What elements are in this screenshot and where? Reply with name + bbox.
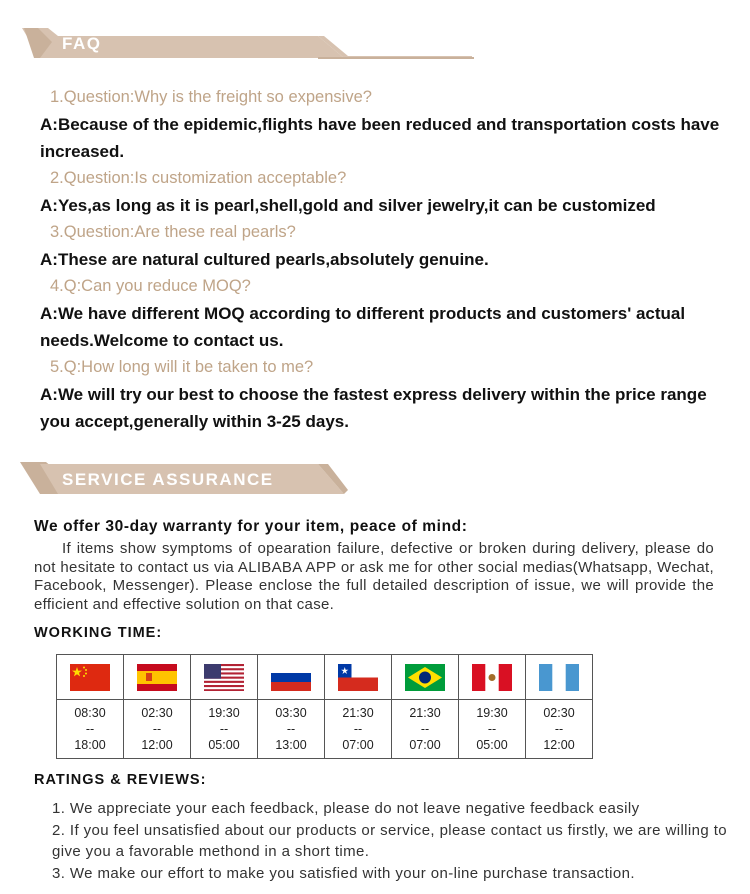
faq-question: 1.Question:Why is the freight so expensive?	[50, 88, 372, 106]
time-end: 18:00	[74, 738, 106, 752]
faq-question: 3.Question:Are these real pearls?	[50, 223, 296, 241]
time-cell	[124, 700, 191, 759]
time-start: 02:30	[141, 706, 173, 720]
time-start: 02:30	[543, 706, 575, 720]
time-cell	[191, 700, 258, 759]
time-sep: --	[487, 722, 497, 736]
time-sep: --	[420, 722, 430, 736]
faq-answer: A:We have different MOQ according to different products and customers' actual needs.Welcome to contact us.	[40, 304, 686, 350]
time-end: 05:00	[476, 738, 508, 752]
time-sep: --	[353, 722, 363, 736]
time-start: 21:30	[409, 706, 441, 720]
warranty-body-text: If items show symptoms of opearation failure, defective or broken during delivery, please do not hesitate to contact us via ALIBABA APP or ask me for other social medias(Whatsapp, Wechat, Facebook, Messenger). Please enclose the full detailed description of issue, we will provide the efficient and effective solution on that case.	[34, 540, 714, 613]
faq-banner	[18, 26, 478, 64]
faq-answer: A:Because of the epidemic,flights have been reduced and transportation costs have increased.	[40, 115, 720, 161]
time-cell	[258, 700, 325, 759]
time-start: 03:30	[275, 706, 307, 720]
time-cell	[526, 700, 593, 759]
flag-cell	[526, 655, 593, 700]
russia-flag-icon	[271, 664, 311, 691]
time-start: 19:30	[476, 706, 508, 720]
chile-flag-icon	[338, 664, 378, 691]
time-sep: --	[152, 722, 162, 736]
service-assurance-banner	[18, 460, 348, 498]
faq-question: 4.Q:Can you reduce MOQ?	[50, 277, 251, 295]
warranty-headline: We offer 30-day warranty for your item, peace of mind:	[34, 518, 468, 535]
faq-answer: A:These are natural cultured pearls,absolutely genuine.	[40, 250, 489, 269]
usa-flag-icon	[204, 664, 244, 691]
time-start: 21:30	[342, 706, 374, 720]
faq-answer: A:Yes,as long as it is pearl,shell,gold and silver jewelry,it can be customized	[40, 196, 656, 215]
faq-item-1	[40, 84, 730, 165]
service-section	[34, 518, 714, 614]
faq-item-2	[40, 165, 730, 219]
time-end: 07:00	[409, 738, 441, 752]
time-sep: --	[219, 722, 229, 736]
china-flag-icon	[70, 664, 110, 691]
peru-flag-icon	[472, 664, 512, 691]
flag-cell	[325, 655, 392, 700]
time-cell	[392, 700, 459, 759]
time-cell	[325, 700, 392, 759]
rating-item: 2. If you feel unsatisfied about our products or service, please contact us firstly, we are willing to give you a favorable methond in a short time.	[52, 821, 728, 860]
ratings-title: RATINGS & REVIEWS:	[34, 772, 207, 788]
guatemala-flag-icon	[539, 664, 579, 691]
time-sep: --	[554, 722, 564, 736]
time-sep: --	[85, 722, 95, 736]
ratings-list	[52, 798, 732, 884]
time-end: 05:00	[208, 738, 240, 752]
flag-cell	[459, 655, 526, 700]
time-sep: --	[286, 722, 296, 736]
faq-title: FAQ	[62, 34, 102, 53]
faq-answer: A:We will try our best to choose the fastest express delivery within the price range you accept,generally within 3-25 days.	[40, 385, 707, 431]
time-start: 19:30	[208, 706, 240, 720]
time-cell	[57, 700, 124, 759]
time-end: 12:00	[141, 738, 173, 752]
brazil-flag-icon	[405, 664, 445, 691]
flag-cell	[124, 655, 191, 700]
time-end: 12:00	[543, 738, 575, 752]
faq-question: 2.Question:Is customization acceptable?	[50, 169, 347, 187]
flag-cell	[258, 655, 325, 700]
flag-cell	[57, 655, 124, 700]
spain-flag-icon	[137, 664, 177, 691]
time-end: 13:00	[275, 738, 307, 752]
faq-item-4	[40, 273, 730, 354]
rating-item: 1. We appreciate your each feedback, please do not leave negative feedback easily	[52, 800, 640, 817]
working-time-title: WORKING TIME:	[34, 625, 163, 641]
rating-item: 3. We make our effort to make you satisfied with your on-line purchase transaction.	[52, 864, 635, 882]
flag-cell	[191, 655, 258, 700]
time-end: 07:00	[342, 738, 374, 752]
faq-item-3	[40, 219, 730, 273]
working-time-table	[56, 654, 593, 759]
faq-question: 5.Q:How long will it be taken to me?	[50, 358, 314, 376]
time-start: 08:30	[74, 706, 106, 720]
time-cell	[459, 700, 526, 759]
faq-item-5	[40, 354, 730, 435]
flag-cell	[392, 655, 459, 700]
warranty-body	[34, 540, 714, 614]
service-assurance-title: SERVICE ASSURANCE	[62, 470, 274, 489]
